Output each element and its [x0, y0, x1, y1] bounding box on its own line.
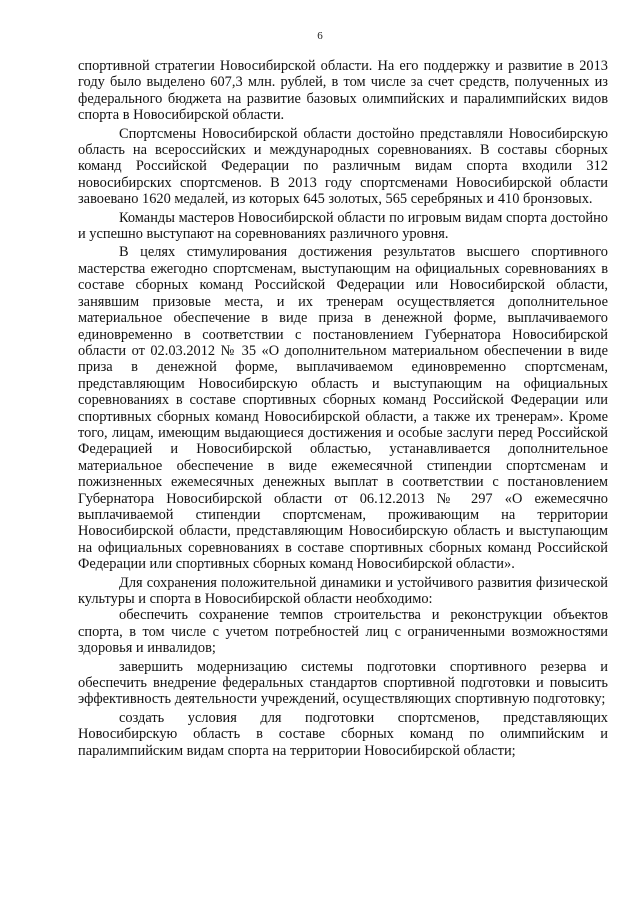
paragraph-necessary-measures: Для сохранения положительной динамики и устойчивого развития физической культуры и спорта в Новосибирской области необходимо:: [78, 574, 608, 607]
page-number: 6: [317, 30, 323, 42]
paragraph-team-masters: Команды мастеров Новосибирской области по игровым видам спорта достойно и успешно выступают на соревнованиях различного уровня.: [78, 209, 608, 243]
list-item-construction: обеспечить сохранение темпов строительства и реконструкции объектов спорта, в том числе с учетом потребностей лиц с ограниченными возможностями здоровья и инвалидов;: [78, 607, 608, 657]
list-item-modernization: завершить модернизацию системы подготовки спортивного резерва и обеспечить внедрение федеральных стандартов спортивной подготовки и повысить эффективность деятельности учреждений, осуществляющих спортивную подготовку;: [78, 658, 608, 708]
paragraph-athletes-medals: Спортсмены Новосибирской области достойно представляли Новосибирскую область на всероссийских и международных соревнованиях. В составы сборных команд Российской Федерации по различным видам спорта входили 312 новосибирских спортсменов. В 2013 году спортсменами Новосибирской области завоевано 1620 медалей, из которых 645 золотых, 565 серебряных и 410 бронзовых.: [78, 125, 608, 208]
document-body: [78, 58, 608, 759]
paragraph-strategy-funding: спортивной стратегии Новосибирской области. На его поддержку и развитие в 2013 году было выделено 607,3 млн. рублей, в том числе за счет средств, полученных из федерального бюджета на развитие базовых олимпийских и паралимпийских видов спорта в Новосибирской области.: [78, 58, 608, 124]
list-item-training-conditions: создать условия для подготовки спортсменов, представляющих Новосибирскую область в составе сборных команд по олимпийским и паралимпийским видам спорта на территории Новосибирской области;: [78, 709, 608, 759]
paragraph-material-support: В целях стимулирования достижения результатов высшего спортивного мастерства ежегодно спортсменам, выступающим на официальных соревнованиях в составе сборных команд Российской Федерации или Новосибирской области, занявшим призовые места, и их тренерам осуществляется дополнительное материальное обеспечение в виде приза в денежной форме, выплачиваемого единовременно в соответствии с постановлением Губернатора Новосибирской области от 02.03.2012 № 35 «О дополнительном материальном обеспечении в виде приза в денежной форме, выплачиваемом единовременно спортсменам, представляющим Новосибирскую область и выступающим на официальных соревнованиях в составе спортивных сборных команд Российской Федерации или спортивных сборных команд Новосибирской области, а также их тренерам». Кроме того, лицам, имеющим выдающиеся достижения и особые заслуги перед Российской Федерацией и Новосибирской областью, устанавливается дополнительное материальное обеспечение в виде ежемесячной стипендии спортсменам и пожизненных ежемесячных денежных выплат в соответствии с постановлением Губернатора Новосибирской области от 06.12.2013 № 297 «О ежемесячно выплачиваемой стипендии спортсменам, проживающим на территории Новосибирской области, представляющим Новосибирскую область и выступающим на официальных соревнованиях в составе спортивных сборных команд Российской Федерации или спортивных сборных команд Новосибирской области».: [78, 244, 608, 573]
